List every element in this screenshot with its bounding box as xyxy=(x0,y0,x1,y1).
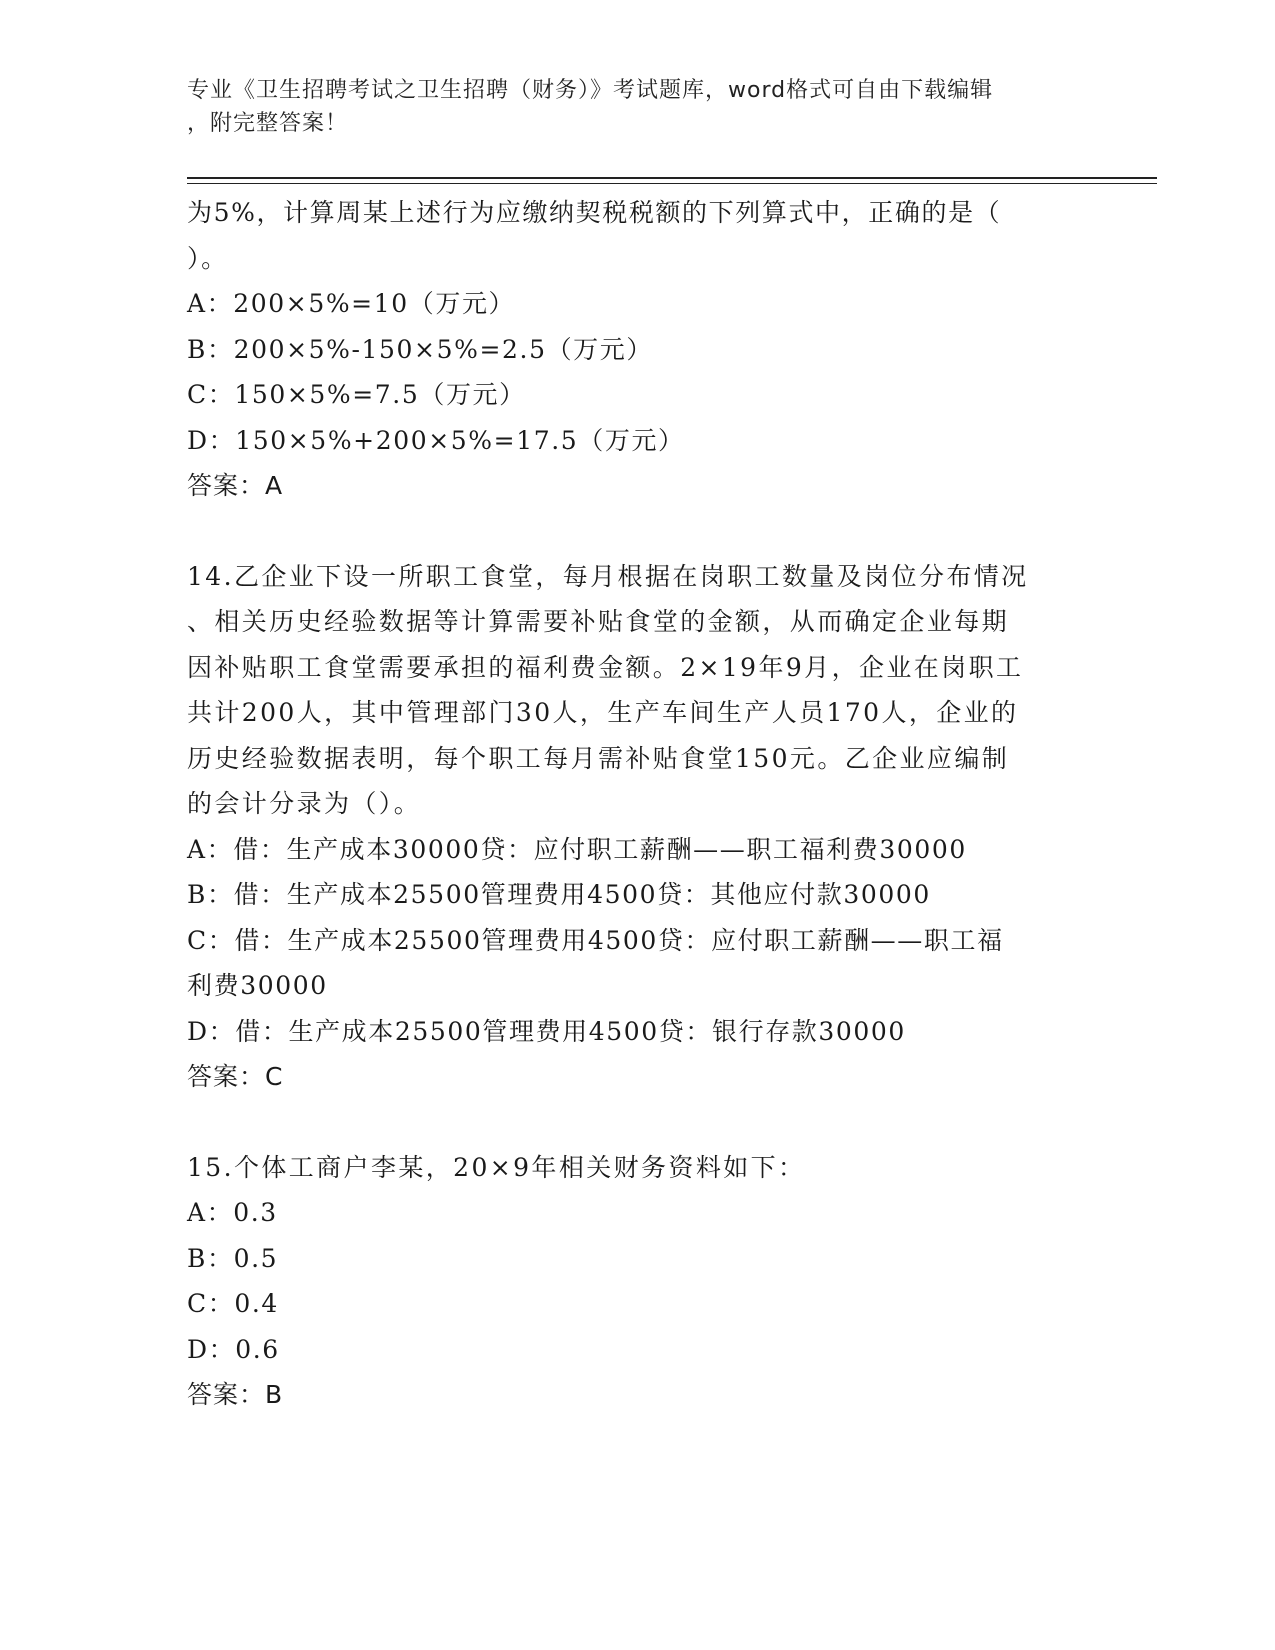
option-a: A：200×5%=10（万元） xyxy=(187,289,516,318)
question-stem-line: 15.个体工商户李某，20×9年相关财务资料如下： xyxy=(187,1152,806,1182)
question-stem-line: 为5%，计算周某上述行为应缴纳契税税额的下列算式中，正确的是（ xyxy=(187,198,1002,227)
option-c: C：0.4 xyxy=(187,1289,279,1318)
question-13 xyxy=(187,190,1087,509)
question-stem-line: 因补贴职工食堂需要承担的福利费金额。2×19年9月，企业在岗职工 xyxy=(187,652,1024,682)
option-b: B：200×5%-150×5%=2.5（万元） xyxy=(187,334,653,364)
answer-line: 答案：A xyxy=(187,471,284,500)
option-d: D：借：生产成本25500管理费用4500贷：银行存款30000 xyxy=(187,1016,906,1046)
header-rule-thin xyxy=(187,183,1157,184)
spacer xyxy=(187,509,1087,554)
header-line-1: 专业《卫生招聘考试之卫生招聘（财务）》考试题库，word格式可自由下载编辑 xyxy=(187,78,994,103)
question-stem-line: 共计200人，其中管理部门30人，生产车间生产人员170人，企业的 xyxy=(187,698,1019,727)
document-body xyxy=(187,190,1087,1418)
question-stem-line: ）。 xyxy=(187,243,228,273)
answer-line: 答案：C xyxy=(187,1062,284,1091)
question-14 xyxy=(187,554,1087,1100)
option-c: C：借：生产成本25500管理费用4500贷：应付职工薪酬——职工福 xyxy=(187,925,1004,955)
answer-line: 答案：B xyxy=(187,1380,284,1409)
header-rule-thick xyxy=(187,177,1157,179)
option-c-continued: 利费30000 xyxy=(187,971,328,1000)
question-stem-line: 14.乙企业下设一所职工食堂，每月根据在岗职工数量及岗位分布情况 xyxy=(187,561,1029,591)
question-stem-line: 的会计分录为（）。 xyxy=(187,789,422,818)
spacer xyxy=(187,1100,1087,1145)
option-d: D：0.6 xyxy=(187,1334,280,1364)
option-a: A：0.3 xyxy=(187,1198,278,1227)
option-b: B：0.5 xyxy=(187,1243,279,1273)
question-15 xyxy=(187,1145,1087,1418)
question-stem-line: 历史经验数据表明，每个职工每月需补贴食堂150元。乙企业应编制 xyxy=(187,743,1010,773)
option-c: C：150×5%=7.5（万元） xyxy=(187,380,526,409)
header-line-2: ，附完整答案！ xyxy=(187,111,349,136)
option-a: A：借：生产成本30000贷：应付职工薪酬——职工福利费30000 xyxy=(187,834,967,864)
question-stem-line: 、相关历史经验数据等计算需要补贴食堂的金额，从而确定企业每期 xyxy=(187,607,1010,636)
option-d: D：150×5%+200×5%=17.5（万元） xyxy=(187,425,685,455)
document-header xyxy=(187,74,1087,140)
option-b: B：借：生产成本25500管理费用4500贷：其他应付款30000 xyxy=(187,880,931,909)
